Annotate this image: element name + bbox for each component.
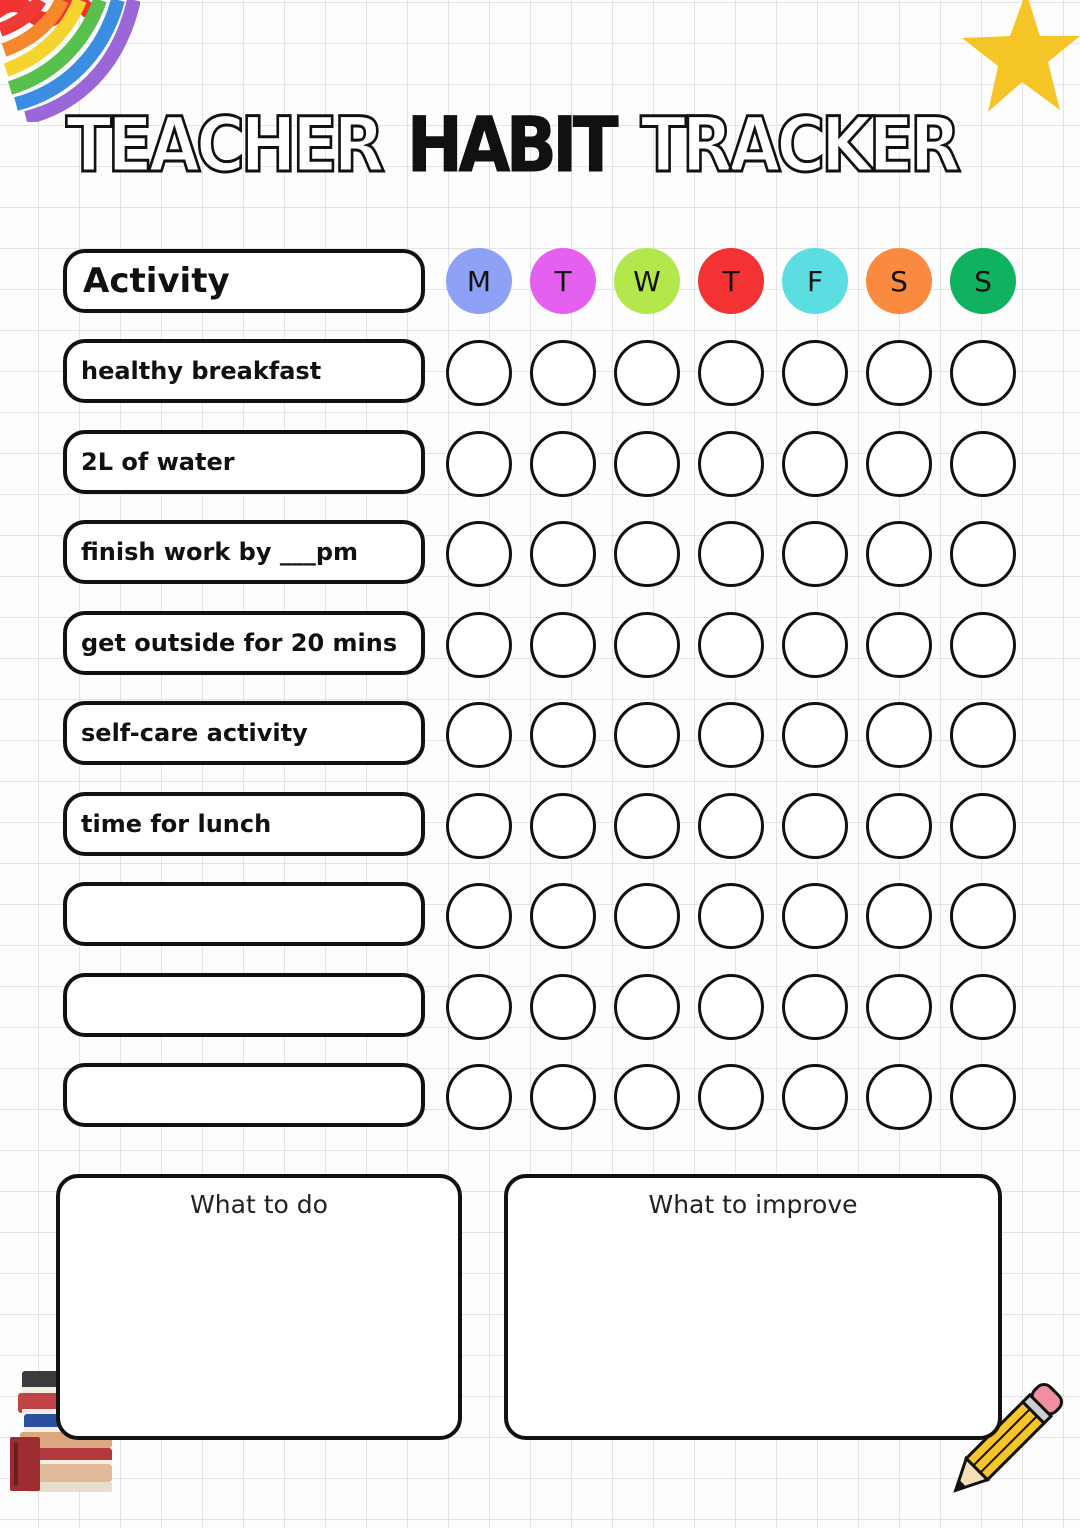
habit-checkbox[interactable] — [614, 793, 680, 859]
what-to-improve-box — [504, 1174, 1002, 1440]
activity-label — [63, 973, 425, 1037]
habit-checkbox[interactable] — [530, 431, 596, 497]
title-teacher: TEACHER — [66, 99, 381, 189]
habit-checkbox[interactable] — [698, 793, 764, 859]
activity-header: Activity — [63, 249, 425, 313]
habit-checkbox[interactable] — [950, 793, 1016, 859]
what-to-do-title: What to do — [190, 1190, 328, 1219]
habit-checkbox[interactable] — [950, 1064, 1016, 1130]
habit-checkbox[interactable] — [782, 793, 848, 859]
habit-checkbox[interactable] — [446, 431, 512, 497]
habit-checkbox[interactable] — [950, 431, 1016, 497]
habit-checkbox[interactable] — [530, 702, 596, 768]
habit-checkbox[interactable] — [866, 521, 932, 587]
day-header-3: W — [614, 248, 680, 314]
title-habit: HABIT — [406, 99, 615, 189]
habit-checkbox[interactable] — [530, 1064, 596, 1130]
habit-checkbox[interactable] — [530, 974, 596, 1040]
habit-checkbox[interactable] — [614, 974, 680, 1040]
day-header-4: T — [698, 248, 764, 314]
what-to-improve-input[interactable] — [520, 1230, 986, 1422]
habit-checkbox[interactable] — [782, 612, 848, 678]
activity-label: get outside for 20 mins — [63, 611, 425, 675]
habit-checkbox[interactable] — [950, 612, 1016, 678]
habit-checkbox[interactable] — [446, 974, 512, 1040]
habit-checkbox[interactable] — [614, 340, 680, 406]
habit-checkbox[interactable] — [866, 974, 932, 1040]
day-header-5: F — [782, 248, 848, 314]
habit-checkbox[interactable] — [866, 1064, 932, 1130]
habit-checkbox[interactable] — [866, 612, 932, 678]
habit-checkbox[interactable] — [698, 612, 764, 678]
habit-checkbox[interactable] — [530, 883, 596, 949]
habit-checkbox[interactable] — [950, 521, 1016, 587]
habit-checkbox[interactable] — [446, 702, 512, 768]
habit-checkbox[interactable] — [950, 974, 1016, 1040]
habit-checkbox[interactable] — [866, 702, 932, 768]
activity-label: time for lunch — [63, 792, 425, 856]
habit-checkbox[interactable] — [782, 1064, 848, 1130]
activity-label: self-care activity — [63, 701, 425, 765]
habit-checkbox[interactable] — [698, 974, 764, 1040]
habit-checkbox[interactable] — [446, 883, 512, 949]
habit-checkbox[interactable] — [530, 612, 596, 678]
habit-checkbox[interactable] — [782, 702, 848, 768]
habit-checkbox[interactable] — [950, 702, 1016, 768]
what-to-do-box — [56, 1174, 462, 1440]
habit-checkbox[interactable] — [782, 431, 848, 497]
page-title — [66, 96, 957, 192]
habit-checkbox[interactable] — [782, 340, 848, 406]
habit-checkbox[interactable] — [782, 521, 848, 587]
habit-checkbox[interactable] — [698, 883, 764, 949]
habit-checkbox[interactable] — [614, 431, 680, 497]
activity-label — [63, 1063, 425, 1127]
habit-checkbox[interactable] — [530, 521, 596, 587]
habit-checkbox[interactable] — [782, 883, 848, 949]
habit-checkbox[interactable] — [614, 883, 680, 949]
habit-checkbox[interactable] — [698, 521, 764, 587]
habit-checkbox[interactable] — [866, 883, 932, 949]
star-icon — [958, 0, 1080, 122]
habit-checkbox[interactable] — [446, 612, 512, 678]
habit-checkbox[interactable] — [866, 793, 932, 859]
day-header-1: M — [446, 248, 512, 314]
habit-checkbox[interactable] — [614, 521, 680, 587]
what-to-do-input[interactable] — [72, 1230, 446, 1422]
day-header-7: S — [950, 248, 1016, 314]
activity-label — [63, 882, 425, 946]
habit-checkbox[interactable] — [698, 340, 764, 406]
habit-checkbox[interactable] — [614, 702, 680, 768]
activity-label: finish work by ___pm — [63, 520, 425, 584]
title-tracker: TRACKER — [640, 99, 957, 189]
habit-checkbox[interactable] — [446, 340, 512, 406]
day-header-6: S — [866, 248, 932, 314]
habit-checkbox[interactable] — [950, 340, 1016, 406]
habit-checkbox[interactable] — [614, 612, 680, 678]
habit-checkbox[interactable] — [614, 1064, 680, 1130]
what-to-improve-title: What to improve — [648, 1190, 858, 1219]
habit-checkbox[interactable] — [530, 793, 596, 859]
habit-checkbox[interactable] — [530, 340, 596, 406]
habit-checkbox[interactable] — [698, 1064, 764, 1130]
habit-checkbox[interactable] — [446, 1064, 512, 1130]
activity-label: healthy breakfast — [63, 339, 425, 403]
habit-checkbox[interactable] — [698, 702, 764, 768]
habit-checkbox[interactable] — [866, 431, 932, 497]
day-header-2: T — [530, 248, 596, 314]
habit-checkbox[interactable] — [782, 974, 848, 1040]
habit-checkbox[interactable] — [446, 793, 512, 859]
habit-checkbox[interactable] — [446, 521, 512, 587]
habit-checkbox[interactable] — [866, 340, 932, 406]
habit-checkbox[interactable] — [950, 883, 1016, 949]
habit-checkbox[interactable] — [698, 431, 764, 497]
activity-label: 2L of water — [63, 430, 425, 494]
